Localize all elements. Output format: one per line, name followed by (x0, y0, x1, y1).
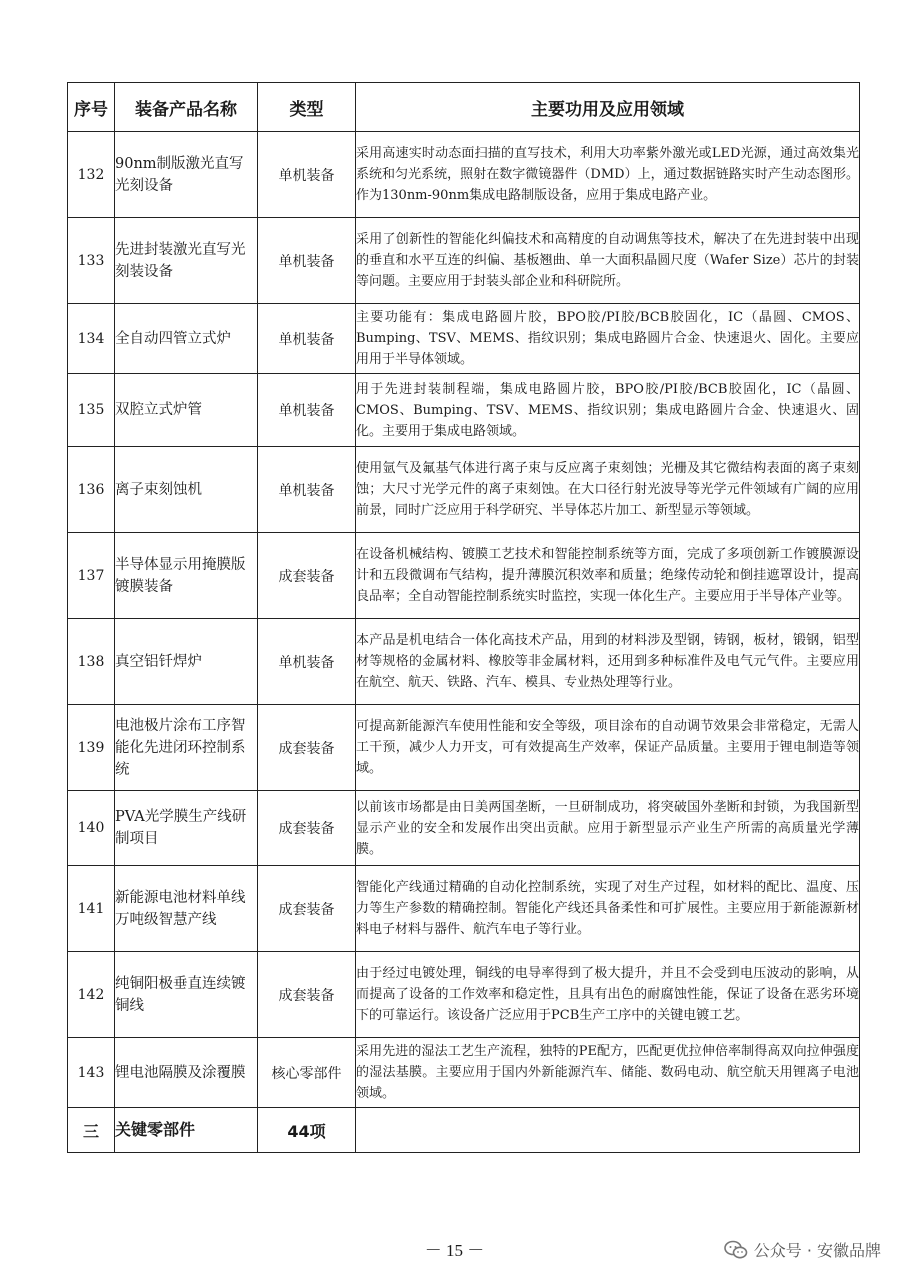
row-desc: 主要功能有：集成电路圆片胶，BPO胶/PI胶/BCB胶固化，IC（晶圆、CMOS、Bumping、TSV、MEMS、指纹识别；集成电路圆片合金、快速退火、固化。主要应用用于半导体领域。 (356, 304, 860, 374)
table-row (68, 447, 860, 533)
row-type: 单机装备 (258, 218, 356, 304)
row-name: 电池极片涂布工序智能化先进闭环控制系统 (115, 705, 258, 791)
table-row (68, 952, 860, 1038)
table-row (68, 218, 860, 304)
page-number: － 15 － (424, 1241, 485, 1260)
row-num: 135 (68, 374, 115, 447)
row-desc: 以前该市场都是由日美两国垄断，一旦研制成功，将突破国外垄断和封锁，为我国新型显示产业的安全和发展作出突出贡献。应用于新型显示产业生产所需的高质量光学薄膜。 (356, 791, 860, 866)
row-desc: 智能化产线通过精确的自动化控制系统，实现了对生产过程，如材料的配比、温度、压力等生产参数的精确控制。智能化产线还具备柔性和可扩展性。主要应用于新能源新材料电子材料与器件、航汽车电子等行业。 (356, 866, 860, 952)
header-name: 装备产品名称 (115, 83, 258, 132)
header-type: 类型 (258, 83, 356, 132)
row-name: 90nm制版激光直写光刻设备 (115, 132, 258, 218)
row-desc: 采用先进的湿法工艺生产流程，独特的PE配方，匹配更优拉伸倍率制得高双向拉伸强度的湿法基膜。主要应用于国内外新能源汽车、储能、数码电动、航空航天用锂离子电池领域。 (356, 1038, 860, 1108)
row-name: 新能源电池材料单线万吨级智慧产线 (115, 866, 258, 952)
section-desc (356, 1108, 860, 1153)
row-type: 单机装备 (258, 619, 356, 705)
row-num: 143 (68, 1038, 115, 1108)
section-count: 44项 (258, 1108, 356, 1153)
row-name: 半导体显示用掩膜版镀膜装备 (115, 533, 258, 619)
row-name: 锂电池隔膜及涂覆膜 (115, 1038, 258, 1108)
row-num: 140 (68, 791, 115, 866)
row-type: 成套装备 (258, 791, 356, 866)
table-row (68, 533, 860, 619)
row-type: 成套装备 (258, 533, 356, 619)
row-type: 成套装备 (258, 866, 356, 952)
section-summary-row (68, 1108, 860, 1153)
row-type: 单机装备 (258, 132, 356, 218)
row-type: 单机装备 (258, 447, 356, 533)
section-num: 三 (68, 1108, 115, 1153)
table-row (68, 866, 860, 952)
row-name: 真空铝钎焊炉 (115, 619, 258, 705)
row-name: 离子束刻蚀机 (115, 447, 258, 533)
table-row (68, 619, 860, 705)
equipment-table (67, 82, 860, 1153)
row-type: 成套装备 (258, 705, 356, 791)
row-num: 133 (68, 218, 115, 304)
row-num: 134 (68, 304, 115, 374)
row-name: PVA光学膜生产线研制项目 (115, 791, 258, 866)
row-type: 成套装备 (258, 952, 356, 1038)
header-desc: 主要功用及应用领域 (356, 83, 860, 132)
table-row (68, 791, 860, 866)
row-name: 全自动四管立式炉 (115, 304, 258, 374)
row-num: 141 (68, 866, 115, 952)
row-num: 136 (68, 447, 115, 533)
row-desc: 用于先进封装制程端，集成电路圆片胶，BPO胶/PI胶/BCB胶固化，IC（晶圆、CMOS、Bumping、TSV、MEMS、指纹识别；集成电路圆片合金、快速退火、固化。主要用于集成电路领域。 (356, 374, 860, 447)
row-desc: 使用氩气及氟基气体进行离子束与反应离子束刻蚀；光栅及其它微结构表面的离子束刻蚀；大尺寸光学元件的离子束刻蚀。在大口径行射光波导等光学元件领域有广阔的应用前景，同时广泛应用于科学研究、半导体芯片加工、新型显示等领域。 (356, 447, 860, 533)
table-row (68, 132, 860, 218)
row-desc: 采用了创新性的智能化纠偏技术和高精度的自动调焦等技术，解决了在先进封装中出现的垂直和水平互连的纠偏、基板翘曲、单一大面积晶圆尺度（Wafer Size）芯片的封装等问题。主要应用于封装头部企业和科研院所。 (356, 218, 860, 304)
table-row (68, 374, 860, 447)
table-row (68, 304, 860, 374)
section-name: 关键零部件 (115, 1108, 258, 1153)
row-type: 单机装备 (258, 374, 356, 447)
table-row (68, 705, 860, 791)
row-num: 132 (68, 132, 115, 218)
watermark-text: 公众号 · 安徽品牌 (753, 1241, 881, 1260)
row-type: 单机装备 (258, 304, 356, 374)
row-desc: 由于经过电镀处理，铜线的电导率得到了极大提升，并且不会受到电压波动的影响，从而提高了设备的工作效率和稳定性，且具有出色的耐腐蚀性能，保证了设备在恶劣环境下的可靠运行。该设备广泛应用于PCB生产工序中的关键电镀工艺。 (356, 952, 860, 1038)
row-desc: 在设备机械结构、镀膜工艺技术和智能控制系统等方面，完成了多项创新工作镀膜源设计和五段微调布气结构，提升薄膜沉积效率和质量；绝缘传动轮和倒挂遮罩设计，提高良品率；全自动智能控制系统实时监控，实现一体化生产。主要应用于半导体产业等。 (356, 533, 860, 619)
watermark (724, 1238, 881, 1261)
table-row (68, 1038, 860, 1108)
table-header-row (68, 83, 860, 132)
row-desc: 采用高速实时动态面扫描的直写技术，利用大功率紫外激光或LED光源，通过高效集光系统和匀光系统，照射在数字微镜器件（DMD）上，通过数据链路实时产生动态图形。作为130nm-90nm集成电路制版设备，应用于集成电路产业。 (356, 132, 860, 218)
row-num: 142 (68, 952, 115, 1038)
row-num: 139 (68, 705, 115, 791)
row-num: 138 (68, 619, 115, 705)
row-name: 纯铜阳极垂直连续镀铜线 (115, 952, 258, 1038)
row-type: 核心零部件 (258, 1038, 356, 1108)
row-desc: 可提高新能源汽车使用性能和安全等级，项目涂布的自动调节效果会非常稳定，无需人工干预，减少人力开支，可有效提高生产效率，保证产品质量。主要用于锂电制造等领域。 (356, 705, 860, 791)
row-desc: 本产品是机电结合一体化高技术产品，用到的材料涉及型钢，铸钢，板材，锻钢，铝型材等规格的金属材料、橡胶等非金属材料，还用到多种标准件及电气元气件。主要应用在航空、航天、铁路、汽车、模具、专业热处理等行业。 (356, 619, 860, 705)
wechat-icon (724, 1240, 748, 1260)
row-name: 双腔立式炉管 (115, 374, 258, 447)
row-num: 137 (68, 533, 115, 619)
row-name: 先进封装激光直写光刻装设备 (115, 218, 258, 304)
header-num: 序号 (68, 83, 115, 132)
